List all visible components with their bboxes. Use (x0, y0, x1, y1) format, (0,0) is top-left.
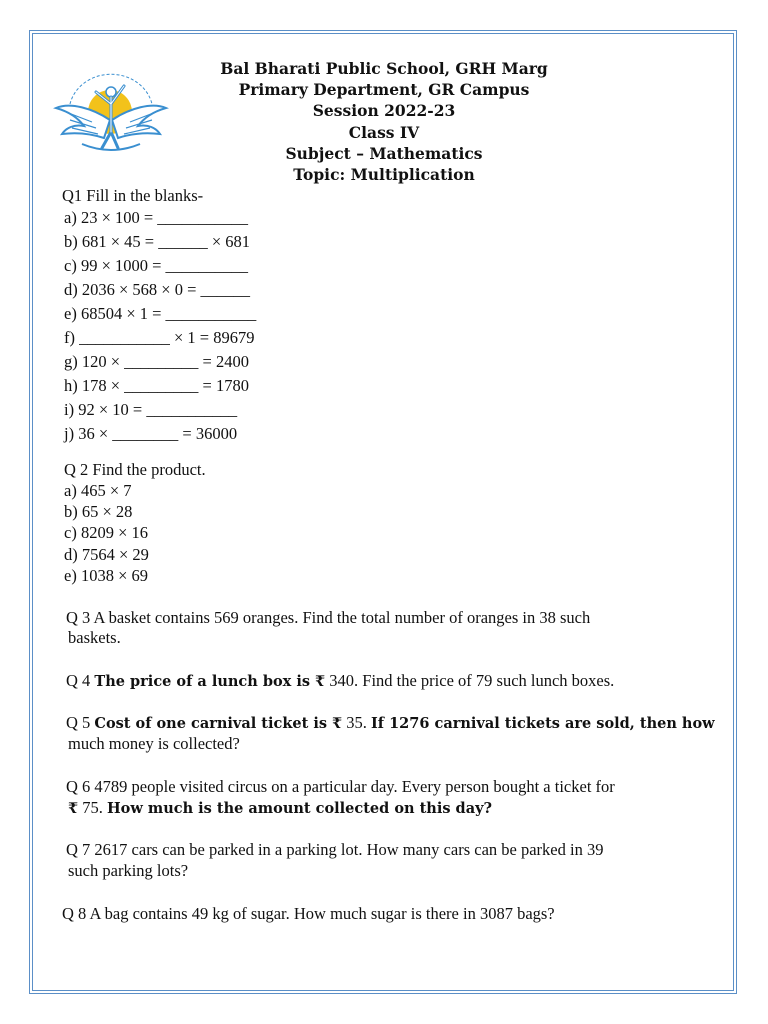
q2-item-a: a) 465 × 7 (64, 481, 132, 500)
document-header (200, 58, 568, 185)
subject-label: Subject – Mathematics (285, 143, 483, 163)
q6-line2 (68, 798, 492, 819)
q4-label: Q 4 (66, 671, 95, 690)
department-name: Primary Department, GR Campus (238, 80, 530, 100)
school-name: Bal Bharati Public School, GRH Marg (220, 59, 548, 78)
q6-line1: Q 6 4789 people visited circus on a particular day. Every person bought a ticket for (66, 777, 615, 796)
q1-item-a: a) 23 × 100 = ___________ (64, 208, 249, 227)
q1-item-h: h) 178 × _________ = 1780 (64, 376, 249, 395)
session-label: Session 2022-23 (312, 101, 456, 121)
q5-line2: much money is collected? (68, 734, 240, 753)
q1-item-d: d) 2036 × 568 × 0 = ______ (64, 280, 251, 299)
q5-label: Q 5 (66, 713, 95, 732)
q2-title: Q 2 Find the product. (64, 460, 206, 479)
school-emblem-icon (52, 62, 170, 158)
q1-title: Q1 Fill in the blanks- (62, 186, 204, 205)
q4-rest: 340. Find the price of 79 such lunch boxes. (325, 671, 615, 690)
q6-rupee: ₹ (68, 800, 79, 817)
q1-item-g: g) 120 × _________ = 2400 (64, 352, 249, 371)
q5-bold-text: Cost of one carnival ticket is ₹ (94, 715, 343, 732)
q5-rest: 35. (342, 713, 372, 732)
q7-line2: such parking lots? (68, 861, 189, 880)
q2-item-e: e) 1038 × 69 (64, 566, 148, 585)
q1-item-c: c) 99 × 1000 = __________ (64, 256, 249, 275)
q1-item-b: b) 681 × 45 = ______ × 681 (64, 232, 251, 251)
q5-bold-text-2: If 1276 carnival tickets are sold, then how (371, 715, 715, 732)
q4-line (66, 671, 614, 692)
q7-line1: Q 7 2617 cars can be parked in a parking lot. How many cars can be parked in 39 (66, 840, 604, 859)
q4-bold-text: The price of a lunch box is ₹ (94, 673, 326, 690)
q1-item-j: j) 36 × ________ = 36000 (64, 424, 238, 443)
q2-item-c: c) 8209 × 16 (64, 523, 148, 542)
class-label: Class IV (348, 122, 420, 142)
q2-item-d: d) 7564 × 29 (64, 545, 149, 564)
q3-line2: baskets. (68, 628, 121, 647)
q6-bold-text: How much is the amount collected on this day? (106, 800, 493, 817)
q6-amount: 75. (78, 798, 107, 817)
q8-line1: Q 8 A bag contains 49 kg of sugar. How much sugar is there in 3087 bags? (62, 904, 555, 923)
q1-item-f: f) ___________ × 1 = 89679 (64, 328, 255, 347)
q5-line1 (66, 713, 715, 734)
q1-item-i: i) 92 × 10 = ___________ (64, 400, 238, 419)
q2-item-b: b) 65 × 28 (64, 502, 133, 521)
q3-line1: Q 3 A basket contains 569 oranges. Find the total number of oranges in 38 such (66, 608, 591, 627)
q1-item-e: e) 68504 × 1 = ___________ (64, 304, 257, 323)
topic-label: Topic: Multiplication (293, 165, 475, 185)
